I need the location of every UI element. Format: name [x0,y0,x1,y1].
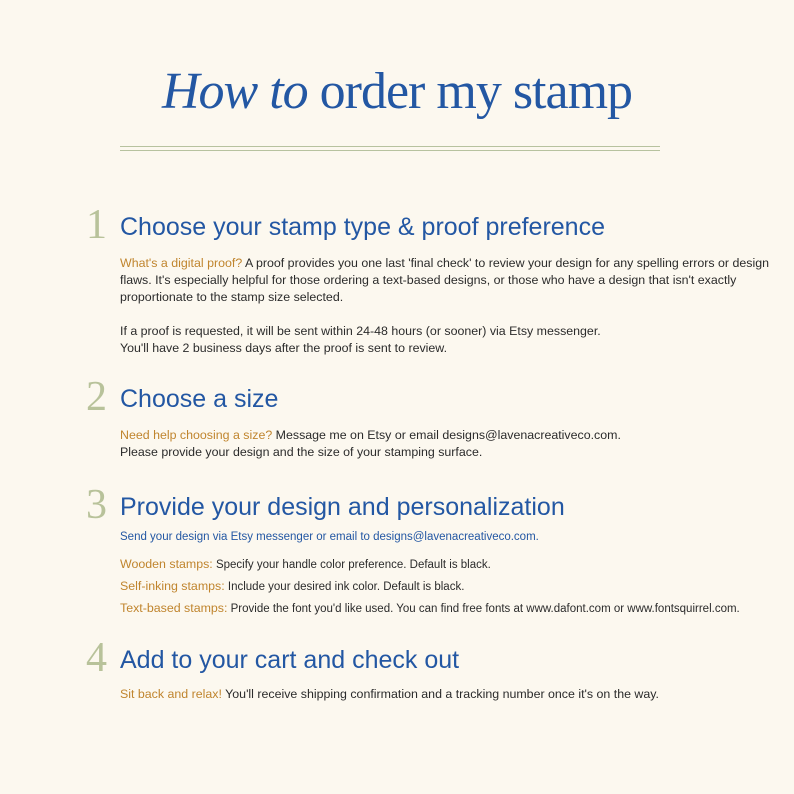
proof-timing-line1: If a proof is requested, it will be sent within 24-48 hours (or sooner) via Etsy messenger. [120,324,601,338]
step-body [120,686,770,703]
size-help-line2: Please provide your design and the size of your stamping surface. [120,445,483,459]
proof-timing-line2: You'll have 2 business days after the proof is sent to review. [120,341,448,355]
list-item-text-based [120,600,770,618]
body-text: Message me on Etsy or email designs@lavenacreativeco.com. [272,428,621,442]
item-label: Text-based stamps: [120,601,228,615]
item-text: Specify your handle color preference. Default is black. [212,559,491,571]
highlight-text: Need help choosing a size? [120,428,273,442]
step-heading: Choose a size [120,385,279,413]
step-number: 3 [86,482,107,528]
checkout-note [120,686,770,703]
step-number: 1 [86,202,107,248]
size-help [120,427,770,444]
highlight-text: Sit back and relax! [120,687,222,701]
step-heading: Provide your design and personalization [120,493,565,521]
title-italic: How to [161,63,308,120]
proof-explanation [120,255,770,306]
list-item-self-inking [120,578,770,596]
step-body [120,529,770,618]
step-number: 2 [86,374,107,420]
item-text: Provide the font you'd like used. You can find free fonts at www.dafont.com or www.fontsquirrel.com. [227,603,740,615]
list-item-wooden [120,556,770,574]
body-text: You'll receive shipping confirmation and a tracking number once it's on the way. [221,687,659,701]
step-body [120,255,770,357]
item-text: Include your desired ink color. Default is black. [224,581,465,593]
item-label: Self-inking stamps: [120,579,225,593]
step-heading: Choose your stamp type & proof preference [120,213,605,241]
item-label: Wooden stamps: [120,557,213,571]
title-rest: order my stamp [307,63,633,120]
divider-line-bottom [120,150,660,151]
step-heading: Add to your cart and check out [120,646,460,674]
design-intro: Send your design via Etsy messenger or email to designs@lavenacreativeco.com. [120,531,539,543]
step-number: 4 [86,635,107,681]
step-body [120,427,770,461]
body-text: A proof provides you one last 'final check' to review your design for any spelling errors or design flaws. It's especially helpful for those ordering a text-based designs, or those who have a design that isn't exactly proportionate to the stamp size selected. [120,256,770,304]
divider-line-top [120,146,660,147]
page-title [0,62,794,121]
highlight-text: What's a digital proof? [120,256,243,270]
